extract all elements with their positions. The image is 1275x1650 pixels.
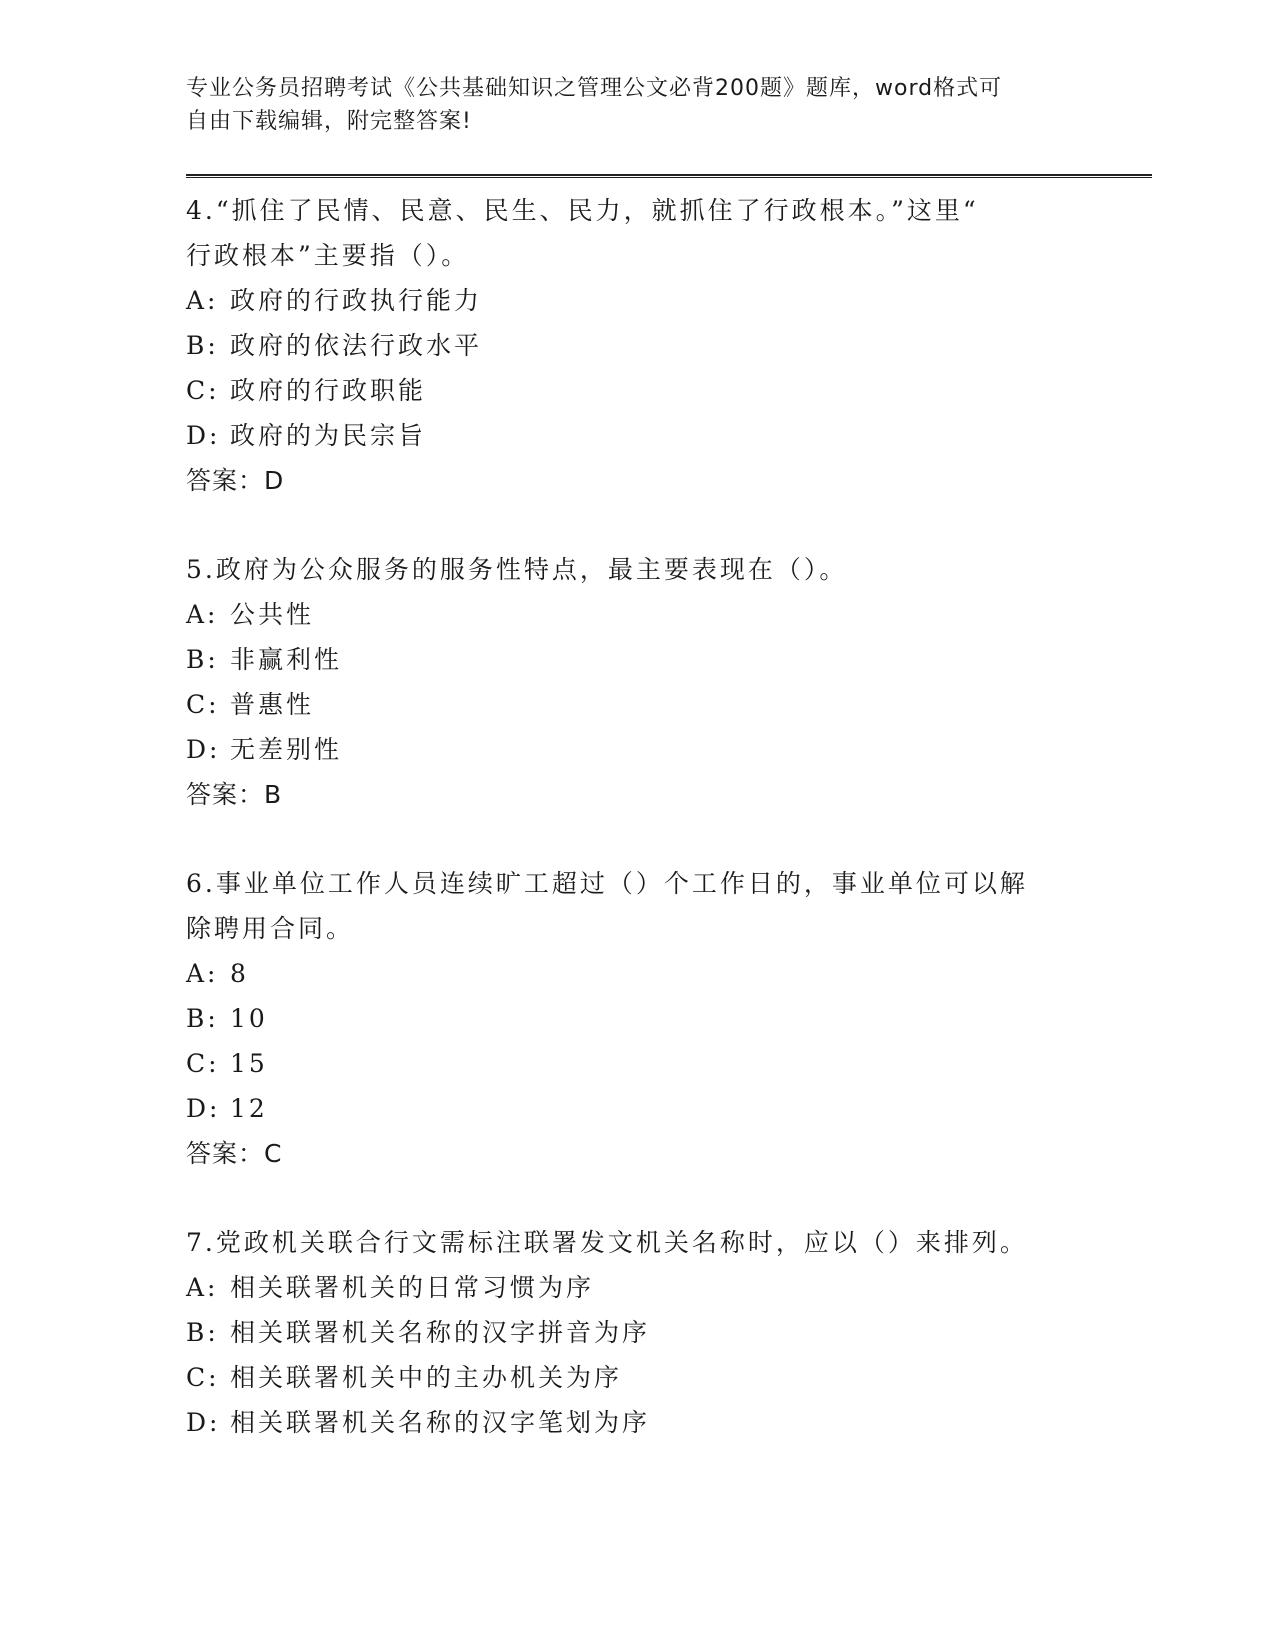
- option-c: [186, 1041, 1086, 1086]
- question-list: [186, 188, 1086, 1489]
- option-text: 15: [230, 1049, 268, 1078]
- option-key: B:: [186, 331, 219, 360]
- option-key: B:: [186, 1004, 219, 1033]
- option-key: C:: [186, 690, 220, 719]
- option-text: 12: [230, 1094, 268, 1123]
- question-text-line-1: 5.政府为公众服务的服务性特点，最主要表现在（）。: [186, 555, 848, 584]
- option-key: D:: [186, 735, 221, 764]
- question-7: [186, 1220, 1086, 1445]
- document-header: [186, 72, 1066, 138]
- option-c: [186, 1355, 1086, 1400]
- option-key: D:: [186, 1094, 221, 1123]
- option-key: A:: [186, 286, 219, 315]
- option-a: [186, 278, 1086, 323]
- header-line-1: 专业公务员招聘考试《公共基础知识之管理公文必背200题》题库，word格式可: [186, 76, 1003, 101]
- question-text: [186, 188, 1086, 278]
- option-d: [186, 413, 1086, 458]
- option-text: 相关联署机关名称的汉字拼音为序: [230, 1318, 651, 1347]
- question-text: [186, 1220, 1086, 1265]
- header-divider: [186, 174, 1152, 178]
- option-text: 公共性: [230, 600, 315, 629]
- option-text: 10: [230, 1004, 268, 1033]
- option-text: 非赢利性: [230, 645, 343, 674]
- option-a: [186, 1265, 1086, 1310]
- question-text-line-2: 除聘用合同。: [186, 914, 355, 943]
- option-text: 政府的行政执行能力: [230, 286, 483, 315]
- option-text: 相关联署机关的日常习惯为序: [230, 1273, 595, 1302]
- option-c: [186, 682, 1086, 727]
- question-4: [186, 188, 1086, 503]
- option-key: A:: [186, 959, 219, 988]
- option-text: 政府的行政职能: [230, 376, 427, 405]
- option-b: [186, 996, 1086, 1041]
- option-key: D:: [186, 1408, 221, 1437]
- option-text: 政府的依法行政水平: [230, 331, 483, 360]
- question-text-line-1: 6.事业单位工作人员连续旷工超过（）个工作日的，事业单位可以解: [186, 869, 1028, 898]
- option-key: C:: [186, 1049, 220, 1078]
- answer-line: 答案：D: [186, 466, 285, 495]
- option-text: 8: [230, 959, 249, 988]
- option-b: [186, 323, 1086, 368]
- option-b: [186, 1310, 1086, 1355]
- option-d: [186, 1400, 1086, 1445]
- option-a: [186, 951, 1086, 996]
- option-text: 相关联署机关名称的汉字笔划为序: [230, 1408, 651, 1437]
- question-text: [186, 861, 1086, 951]
- question-5: [186, 547, 1086, 817]
- option-b: [186, 637, 1086, 682]
- header-line-2: 自由下载编辑，附完整答案!: [186, 109, 472, 134]
- option-text: 普惠性: [230, 690, 315, 719]
- option-key: D:: [186, 421, 221, 450]
- answer-line: 答案：C: [186, 1139, 283, 1168]
- option-text: 无差别性: [230, 735, 343, 764]
- option-key: C:: [186, 1363, 220, 1392]
- option-key: B:: [186, 645, 219, 674]
- question-text-line-1: 7.党政机关联合行文需标注联署发文机关名称时，应以（）来排列。: [186, 1228, 1028, 1257]
- option-key: A:: [186, 600, 219, 629]
- question-text-line-2: 行政根本”主要指（）。: [186, 241, 470, 270]
- option-d: [186, 1086, 1086, 1131]
- option-key: B:: [186, 1318, 219, 1347]
- option-text: 相关联署机关中的主办机关为序: [230, 1363, 623, 1392]
- option-key: C:: [186, 376, 220, 405]
- option-c: [186, 368, 1086, 413]
- option-d: [186, 727, 1086, 772]
- question-text-line-1: 4.“抓住了民情、民意、民生、民力，就抓住了行政根本。”这里“: [186, 196, 979, 225]
- question-text: [186, 547, 1086, 592]
- option-key: A:: [186, 1273, 219, 1302]
- answer-line: 答案：B: [186, 780, 283, 809]
- option-a: [186, 592, 1086, 637]
- question-6: [186, 861, 1086, 1176]
- option-text: 政府的为民宗旨: [230, 421, 427, 450]
